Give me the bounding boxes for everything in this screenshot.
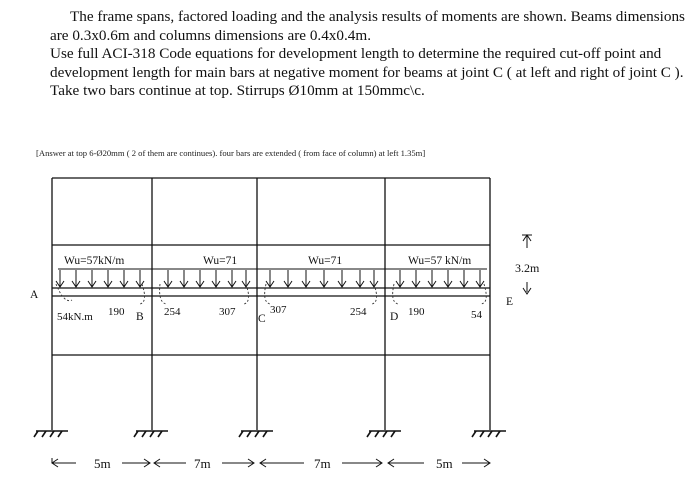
storey-height-label: 3.2m: [515, 261, 540, 275]
moment-value-e: 54: [471, 309, 482, 321]
support-c: [239, 431, 273, 437]
moment-arc-e: [480, 284, 486, 304]
joint-label-a: A: [30, 289, 39, 301]
problem-paragraph-1: The frame spans, factored loading and the analysis results of moments are shown. Beams dimensions are 0.3x0.6m and columns dimensions are 0.4x0.4m.: [50, 8, 685, 44]
span-dimension-arrows: [52, 458, 490, 467]
load-label-span-4: Wu=57 kN/m: [408, 255, 472, 267]
support-a: [34, 431, 68, 437]
answer-note: [Answer at top 6-Ø20mm ( 2 of them are continues). four bars are extended ( from face of column) at left 1.35m]: [36, 148, 426, 158]
load-label-span-1: Wu=57kN/m: [64, 255, 125, 267]
moment-value-a: 54kN.m: [57, 311, 93, 323]
moment-value-c-left: 307: [219, 306, 236, 318]
problem-paragraph-2: Use full ACI-318 Code equations for development length to determine the required cut-off point and development length for main bars at negative moment for beams at joint C ( at left and right of joint C ). Take two bars continue at top. Stirrups Ø10mm at 150mmc\c.: [50, 45, 684, 100]
moment-value-c-right: 307: [270, 304, 287, 316]
moment-value-d-right: 190: [408, 306, 425, 318]
support-d: [367, 431, 401, 437]
joint-label-c: C: [258, 313, 266, 325]
joint-label-d: D: [390, 311, 399, 323]
moment-curl-symbols: [56, 284, 486, 304]
span-label-3: 7m: [314, 456, 331, 471]
moment-value-b-left: 190: [108, 306, 125, 318]
joint-label-e: E: [506, 296, 514, 308]
distributed-load-arrows: [56, 269, 487, 287]
span-label-2: 7m: [194, 456, 211, 471]
span-label-1: 5m: [94, 456, 111, 471]
span-label-4: 5m: [436, 456, 453, 471]
moment-arc-b-right: [160, 284, 166, 304]
moment-arc-c-right: [265, 284, 270, 304]
support-b: [134, 431, 168, 437]
moment-value-d-left: 254: [350, 306, 367, 318]
moment-arc-d-right: [393, 284, 398, 304]
load-label-span-2: Wu=71: [203, 255, 238, 267]
fixed-supports: [34, 431, 506, 437]
moment-arc-a: [56, 284, 72, 301]
moment-arc-b-left: [140, 284, 145, 304]
support-e: [472, 431, 506, 437]
load-label-span-3: Wu=71: [308, 255, 343, 267]
moment-value-b-right: 254: [164, 306, 181, 318]
joint-label-b: B: [136, 311, 144, 323]
